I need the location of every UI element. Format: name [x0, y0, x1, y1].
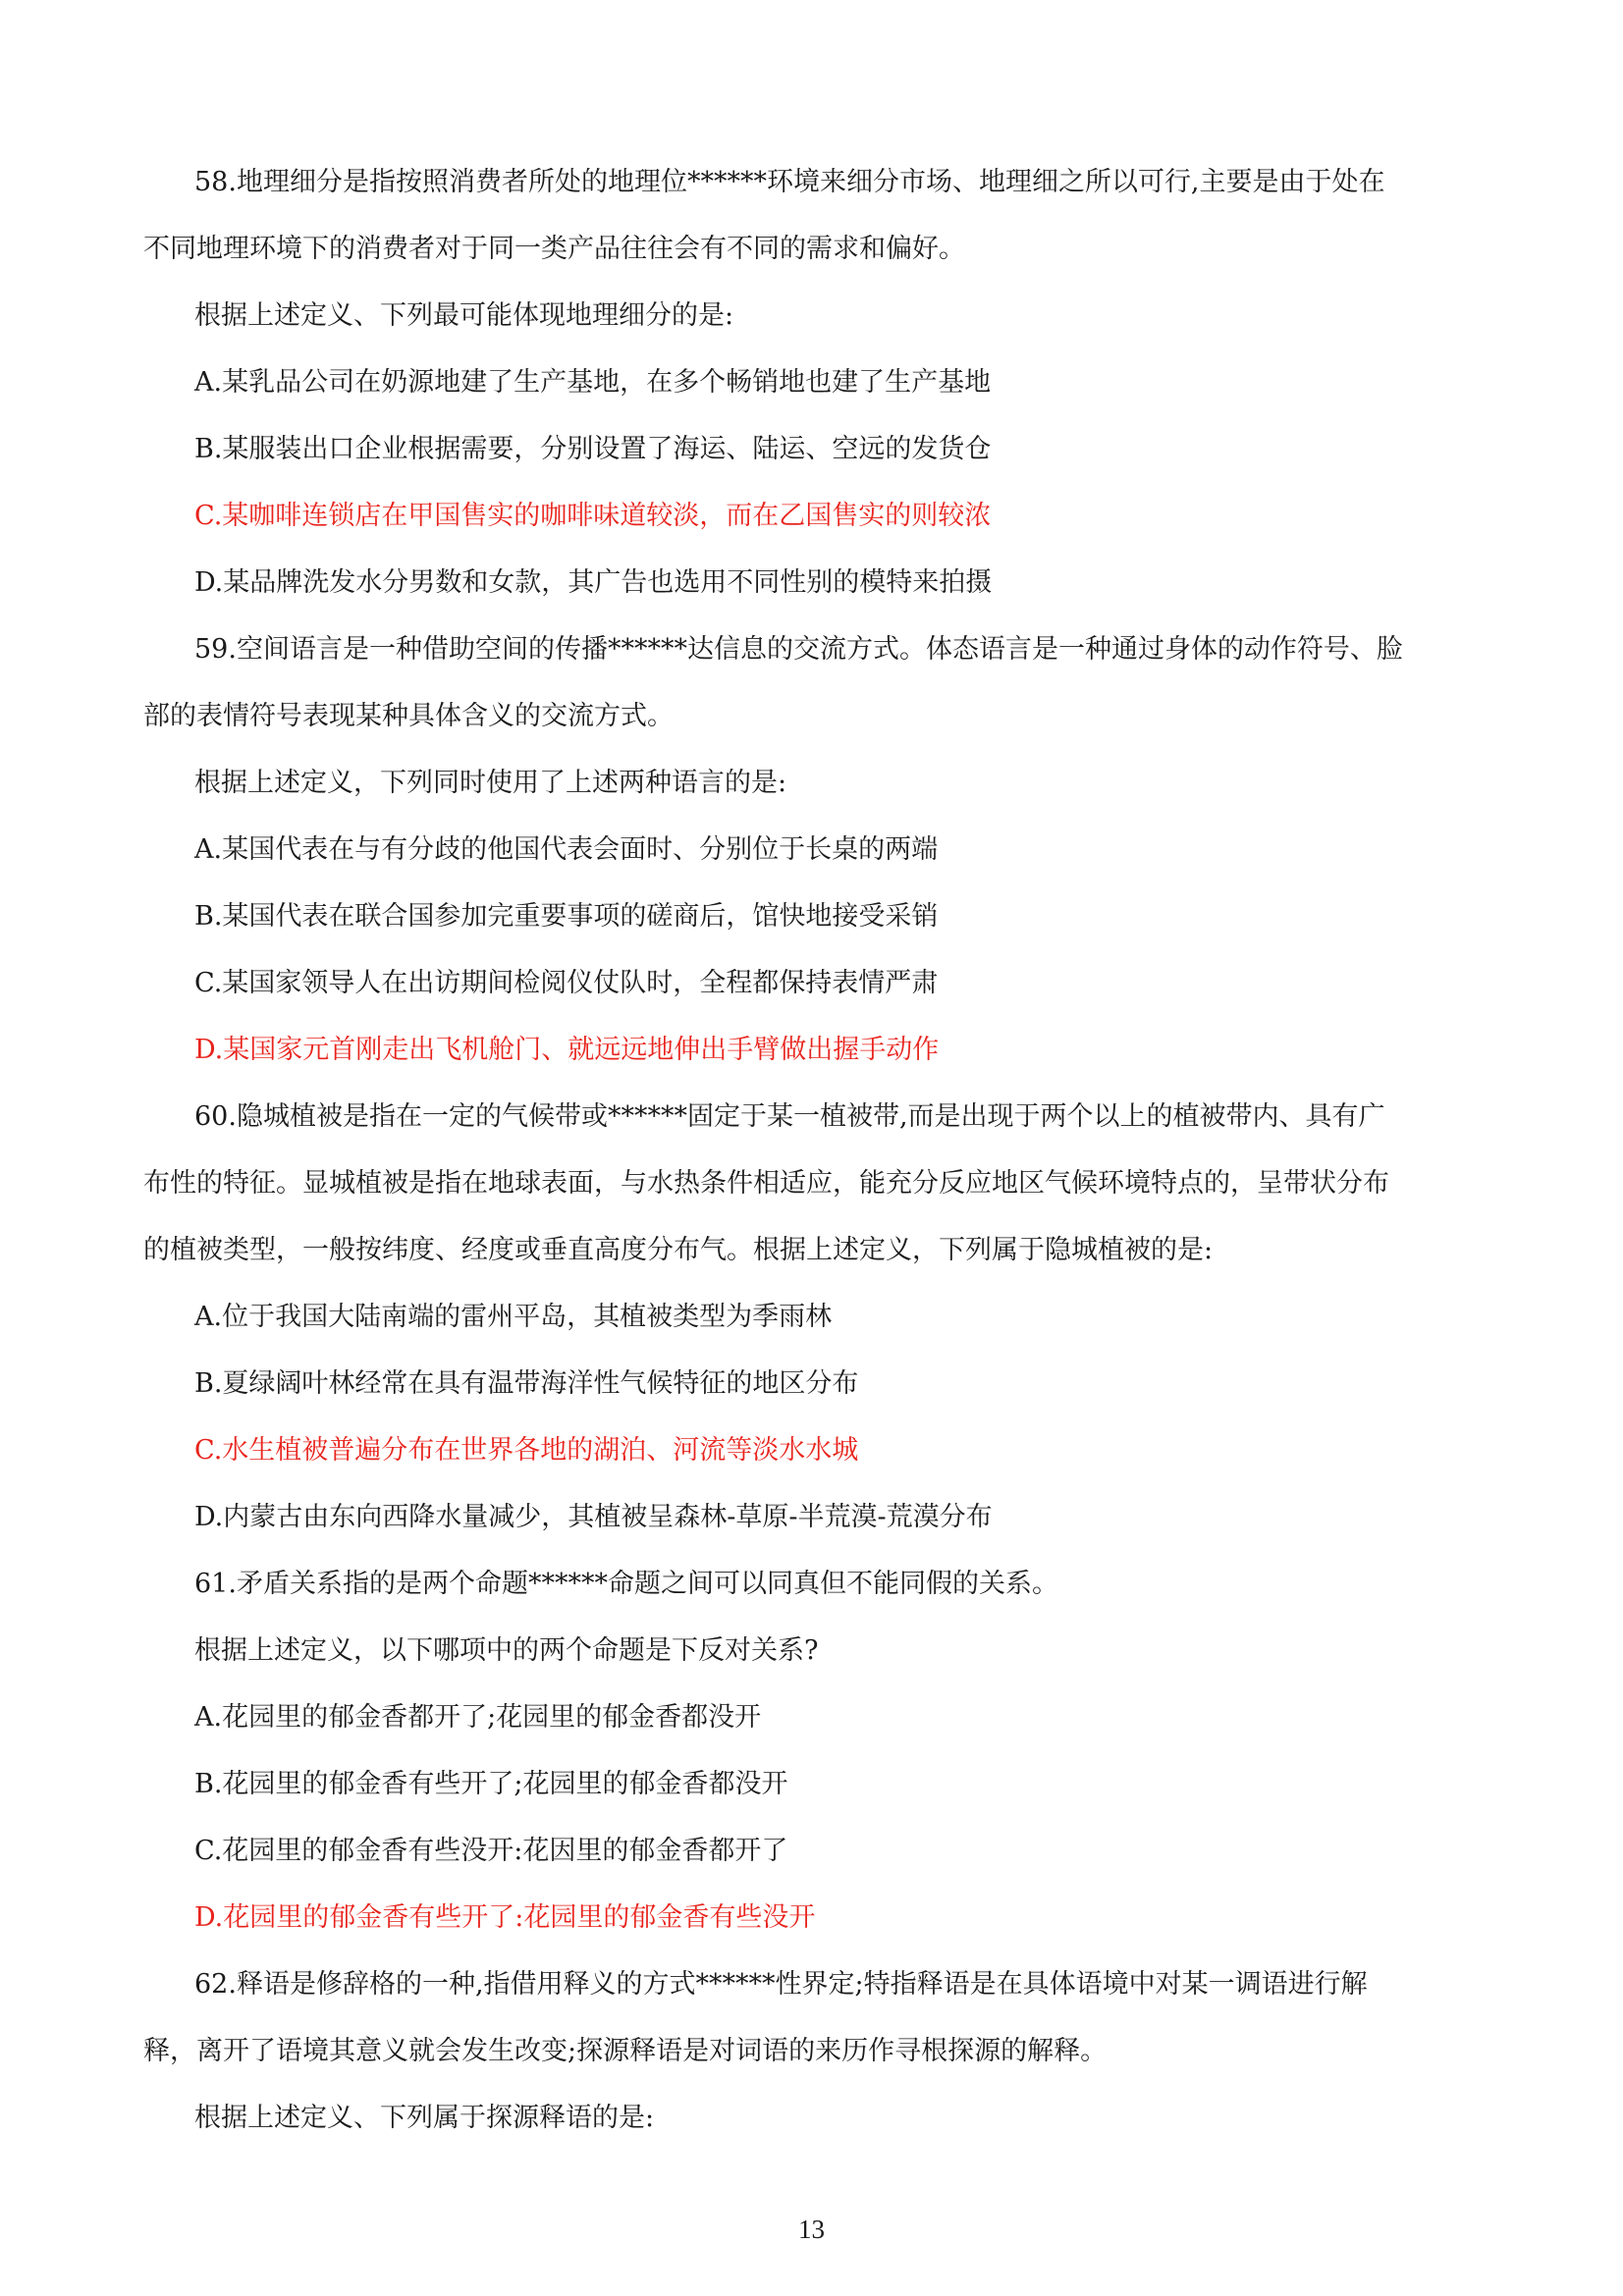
- q61-option-a: A.花园里的郁金香都开了;花园里的郁金香都没开: [194, 1702, 762, 1733]
- q62-stem-line-1: 62.释语是修辞格的一种,指借用释义的方式******性界定;特指释语是在具体语境中对某一调语进行解: [194, 1969, 1368, 2000]
- q58-prompt: 根据上述定义、下列最可能体现地理细分的是:: [194, 300, 734, 331]
- q61-prompt: 根据上述定义，以下哪项中的两个命题是下反对关系?: [194, 1635, 819, 1666]
- q61-option-c: C.花园里的郁金香有些没开:花因里的郁金香都开了: [194, 1836, 788, 1866]
- q60-stem-line-2: 布性的特征。显城植被是指在地球表面，与水热条件相适应，能充分反应地区气候环境特点的，呈带状分布: [143, 1168, 1389, 1199]
- q59-stem-line-2: 部的表情符号表现某种具体含义的交流方式。: [143, 701, 674, 731]
- q58-option-d: D.某品牌洗发水分男数和女款，其广告也选用不同性别的模特来拍摄: [194, 567, 993, 598]
- q60-option-a: A.位于我国大陆南端的雷州平岛，其植被类型为季雨林: [194, 1302, 833, 1332]
- q58-option-b: B.某服装出口企业根据需要，分别设置了海运、陆运、空远的发货仓: [194, 434, 992, 464]
- q59-stem-line-1: 59.空间语言是一种借助空间的传播******达信息的交流方式。体态语言是一种通过身体的动作符号、脸: [194, 634, 1403, 665]
- q59-option-b: B.某国代表在联合国参加完重要事项的磋商后，馆快地接受采销: [194, 901, 939, 932]
- q59-option-a: A.某国代表在与有分歧的他国代表会面时、分别位于长桌的两端: [194, 834, 939, 865]
- q62-prompt: 根据上述定义、下列属于探源释语的是:: [194, 2103, 655, 2133]
- q58-option-c-answer: C.某咖啡连锁店在甲国售实的咖啡味道较淡，而在乙国售实的则较浓: [194, 501, 992, 531]
- q60-stem-line-1: 60.隐城植被是指在一定的气候带或******固定于某一植被带,而是出现于两个以上的植被带内、具有广: [194, 1101, 1385, 1132]
- q59-prompt: 根据上述定义，下列同时使用了上述两种语言的是:: [194, 768, 787, 798]
- q58-option-a: A.某乳品公司在奶源地建了生产基地，在多个畅销地也建了生产基地: [194, 367, 992, 398]
- q59-option-c: C.某国家领导人在出访期间检阅仪仗队时，全程都保持表情严肃: [194, 968, 939, 998]
- q58-stem-line-1: 58.地理细分是指按照消费者所处的地理位******环境来细分市场、地理细之所以可行,主要是由于处在: [194, 167, 1385, 197]
- page-content: [143, 162, 1494, 2164]
- q60-option-b: B.夏绿阔叶林经常在具有温带海洋性气候特征的地区分布: [194, 1368, 859, 1399]
- q61-stem-line-1: 61.矛盾关系指的是两个命题******命题之间可以同真但不能同假的关系。: [194, 1569, 1058, 1599]
- q59-option-d-answer: D.某国家元首刚走出飞机舱门、就远远地伸出手臂做出握手动作: [194, 1035, 940, 1065]
- q60-stem-line-3: 的植被类型，一般按纬度、经度或垂直高度分布气。根据上述定义，下列属于隐城植被的是:: [143, 1235, 1214, 1265]
- q62-stem-line-2: 释，离开了语境其意义就会发生改变;探源释语是对词语的来历作寻根探源的解释。: [143, 2036, 1108, 2066]
- q58-stem-line-2: 不同地理环境下的消费者对于同一类产品往往会有不同的需求和偏好。: [143, 234, 965, 264]
- page-number: 13: [798, 2215, 825, 2244]
- q60-option-d: D.内蒙古由东向西降水量减少，其植被呈森林-草原-半荒漠-荒漠分布: [194, 1502, 993, 1532]
- q61-option-b: B.花园里的郁金香有些开了;花园里的郁金香都没开: [194, 1769, 788, 1799]
- q61-option-d-answer: D.花园里的郁金香有些开了:花园里的郁金香有些没开: [194, 1902, 816, 1933]
- q60-option-c-answer: C.水生植被普遍分布在世界各地的湖泊、河流等淡水水城: [194, 1435, 859, 1466]
